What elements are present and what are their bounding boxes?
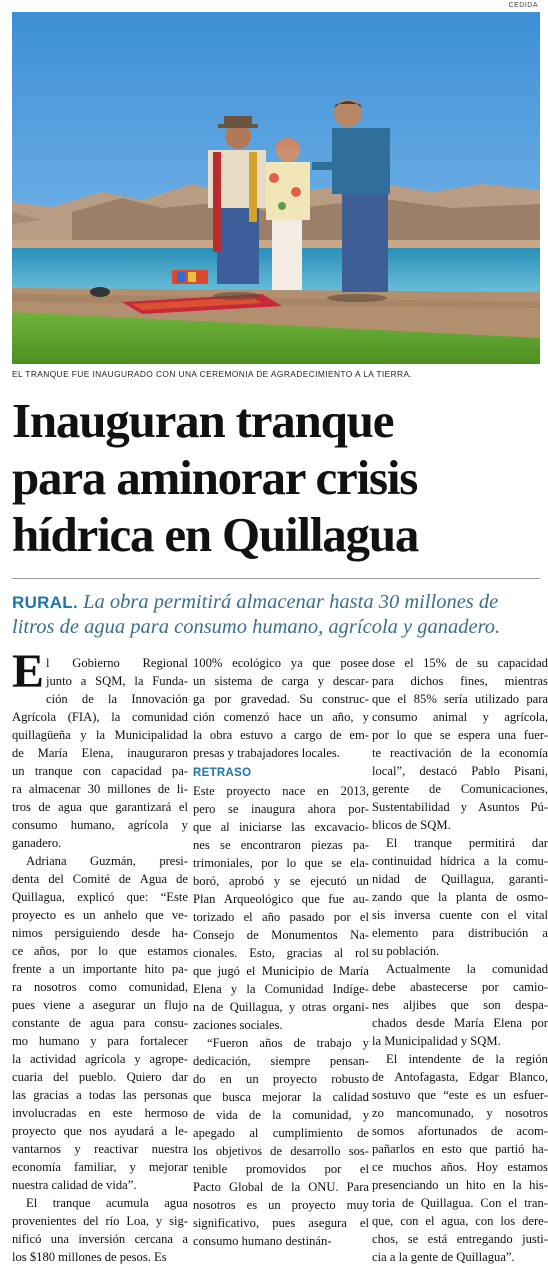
text-line: 100% ecológico ya que posee <box>193 656 369 670</box>
text-line: involucradas en este hermoso <box>12 1106 188 1120</box>
text-line: Consejo de Monumentos Na- <box>193 928 369 942</box>
text-line: ción comenzó hace un año, y <box>193 710 369 724</box>
text-line: nimos persiguiendo desde ha- <box>12 926 188 940</box>
text-line: gerente de Comunicaciones, <box>372 782 548 796</box>
text-line: un tranque con capacidad pa- <box>12 764 188 778</box>
text-line: Adriana Guzmán, presi- <box>26 854 188 868</box>
text-line: dose el 15% de su capacidad <box>372 656 548 670</box>
photo-illustration <box>12 12 540 364</box>
text-line: boró, aprobó y se ejecutó un <box>193 874 369 888</box>
article-column-3 <box>372 654 548 1266</box>
text-line: chados desde María Elena por <box>372 1016 548 1030</box>
text-line: nosotros es un proyecto muy <box>193 1198 369 1212</box>
text-line: nuestra calidad de vida”. <box>12 1178 137 1192</box>
text-line: vantarnos y reactivar nuestra <box>12 1142 188 1156</box>
text-line: zaciones sociales. <box>193 1018 283 1032</box>
text-line: local”, destacó Pablo Pisani, <box>372 764 548 778</box>
text-line: zo mancomunado, y nosotros <box>372 1106 548 1120</box>
text-line: de María Elena, inauguraron <box>12 746 188 760</box>
divider <box>12 578 540 579</box>
text-line: para dichos fines, mientras <box>372 674 548 688</box>
text-line: por lo que se espera una fuer- <box>372 728 548 742</box>
text-line: continuidad hídrica a la comu- <box>372 854 548 868</box>
text-line: Pacto Global de la ONU. Para <box>193 1180 369 1194</box>
text-line: toria de Quillagua. Con el tran- <box>372 1196 548 1210</box>
text-line: ra almacenar 30 millones de li- <box>12 782 188 796</box>
text-line: proyecto es un anhelo que ve- <box>12 908 188 922</box>
article-column-2 <box>193 654 369 1250</box>
text-line: que al iniciarse las excavacio- <box>193 820 369 834</box>
text-line: Sustentabilidad y Asuntos Pú- <box>372 800 548 814</box>
text-line: El intendente de la región <box>386 1052 548 1066</box>
text-line: significativo, pues asegura el <box>193 1216 369 1230</box>
headline-line-1: Inauguran tranque <box>12 393 394 448</box>
text-line: te reactivación de la economía <box>372 746 548 760</box>
text-line: “Fueron años de trabajo y <box>207 1036 369 1050</box>
text-line: ce muchos años. Hoy estamos <box>372 1160 548 1174</box>
text-line: que el 85% sería utilizado para <box>372 692 548 706</box>
text-line: ción de la Innovación <box>46 692 188 706</box>
text-line: El tranque acumula agua <box>26 1196 188 1210</box>
text-line: que busca mejorar la calidad <box>193 1090 369 1104</box>
text-line: tenible promovidos por el <box>193 1162 369 1176</box>
text-line: do en un proyecto robusto <box>193 1072 369 1086</box>
text-line: l Gobierno Regional <box>46 656 188 670</box>
text-line: pues viene a asegurar un flujo <box>12 998 188 1012</box>
text-line: nes aljibes que son despa- <box>372 998 548 1012</box>
text-line: na de Quillagua, y otras organi- <box>193 1000 369 1014</box>
text-line: Quillagua, explicó que: “Este <box>12 890 188 904</box>
section-subhead: RETRASO <box>193 767 252 779</box>
text-line: somos afortunados de acom- <box>372 1124 548 1138</box>
text-line: cuaria del pueblo. Quiero dar <box>12 1070 188 1084</box>
text-line: consumo animal y agrícola, <box>372 710 548 724</box>
text-line: Plan Arqueológico que fue au- <box>193 892 369 906</box>
text-line: zando que la planta de osmo- <box>372 890 548 904</box>
text-line: pañarlos en esto que partió ha- <box>372 1142 548 1156</box>
text-line: las gracias a todas las personas <box>12 1088 188 1102</box>
text-line: que jugó el Municipio de María <box>193 964 369 978</box>
text-line: constante de agua para consu- <box>12 1016 188 1030</box>
text-line: su población. <box>372 944 440 958</box>
article-column-1 <box>12 645 188 1266</box>
text-line: ganadero. <box>12 836 62 850</box>
photo-ceremony <box>12 12 540 364</box>
text-line: la obra estuvo a cargo de em- <box>193 728 369 742</box>
text-line: proyecto que nos ayudará a le- <box>12 1124 188 1138</box>
text-line: presas y trabajadores locales. <box>193 746 340 760</box>
text-line: nidad de Quillagua, garanti- <box>372 872 548 886</box>
headline <box>12 392 540 563</box>
text-line: torizado el año pasado por el <box>193 910 369 924</box>
text-line: pero se inaugura ahora por- <box>193 802 369 816</box>
deck-kicker: RURAL. <box>12 593 79 612</box>
text-line: los objetivos de desarrollo sos- <box>193 1144 369 1158</box>
text-line: elemento para distribución a <box>372 926 548 940</box>
text-line: de vida de la comunidad, y <box>193 1108 369 1122</box>
text-line: blicos de SQM. <box>372 818 451 832</box>
deck <box>12 590 540 639</box>
text-line: sostuvo que “este es un esfuer- <box>372 1088 548 1102</box>
text-line: dedicación, siempre pensan- <box>193 1054 369 1068</box>
text-line: un sistema de carga y descar- <box>193 674 369 688</box>
text-line: Agrícola (FIA), la comunidad <box>12 710 188 724</box>
deck-line-1: La obra permitirá almacenar hasta 30 millones de <box>83 591 499 613</box>
text-line: Este proyecto nace en 2013, <box>193 784 369 798</box>
text-line: tros de agua que garantizará el <box>12 800 188 814</box>
text-line: de Antofagasta, Edgar Blanco, <box>372 1070 548 1084</box>
text-line: trimoniales, por lo que se ela- <box>193 856 369 870</box>
text-line: mo humano y para fortalecer <box>12 1034 188 1048</box>
drop-cap: E <box>12 645 45 698</box>
text-line: sis inversa cuente con el vital <box>372 908 548 922</box>
text-line: que, con el agua, con los dere- <box>372 1214 548 1228</box>
text-line: frente a un importante hito pa- <box>12 962 188 976</box>
text-line: consumo humano, agrícola y <box>12 818 188 832</box>
text-line: provenientes del río Loa, y sig- <box>12 1214 188 1228</box>
text-line: los $180 millones de pesos. Es <box>12 1250 167 1264</box>
text-line: El tranque permitirá dar <box>386 836 548 850</box>
text-line: economía familiar, y mejorar <box>12 1160 188 1174</box>
text-line: denta del Comité de Agua de <box>12 872 188 886</box>
text-line: la actividad agrícola y agrope- <box>12 1052 188 1066</box>
text-line: ga por gravedad. Su construc- <box>193 692 369 706</box>
text-line: ce años, por lo que estamos <box>12 944 188 958</box>
text-line: la Municipalidad y SQM. <box>372 1034 501 1048</box>
text-line: quillagüeña y la Municipalidad <box>12 728 188 742</box>
text-line: cionales. Esto, gracias al rol <box>193 946 369 960</box>
photo-credit: CEDIDA <box>508 2 538 9</box>
text-line: junto a SQM, la Funda- <box>46 674 188 688</box>
text-line: presenciando un hito en la his- <box>372 1178 548 1192</box>
text-line: chos, se está entregando justi- <box>372 1232 548 1246</box>
photo-caption: EL TRANQUE FUE INAUGURADO CON UNA CEREMONIA DE AGRADECIMIENTO A LA TIERRA. <box>12 369 413 379</box>
text-line: Actualmente la comunidad <box>386 962 548 976</box>
text-line: apegado al cumplimiento de <box>193 1126 369 1140</box>
text-line: nificó una inversión cercana a <box>12 1232 188 1246</box>
text-line: consumo humano destinán- <box>193 1234 332 1248</box>
text-line: cia a la gente de Quillagua”. <box>372 1250 515 1264</box>
text-line: debe abastecerse por camio- <box>372 980 548 994</box>
text-line: Elena y la Comunidad Indíge- <box>193 982 369 996</box>
headline-line-2: para aminorar crisis <box>12 450 418 505</box>
text-line: nes se encontraron piezas pa- <box>193 838 369 852</box>
text-line: ra nosotros como comunidad, <box>12 980 188 994</box>
deck-line-2: litros de agua para consumo humano, agrícola y ganadero. <box>12 616 501 638</box>
headline-line-3: hídrica en Quillagua <box>12 507 419 562</box>
